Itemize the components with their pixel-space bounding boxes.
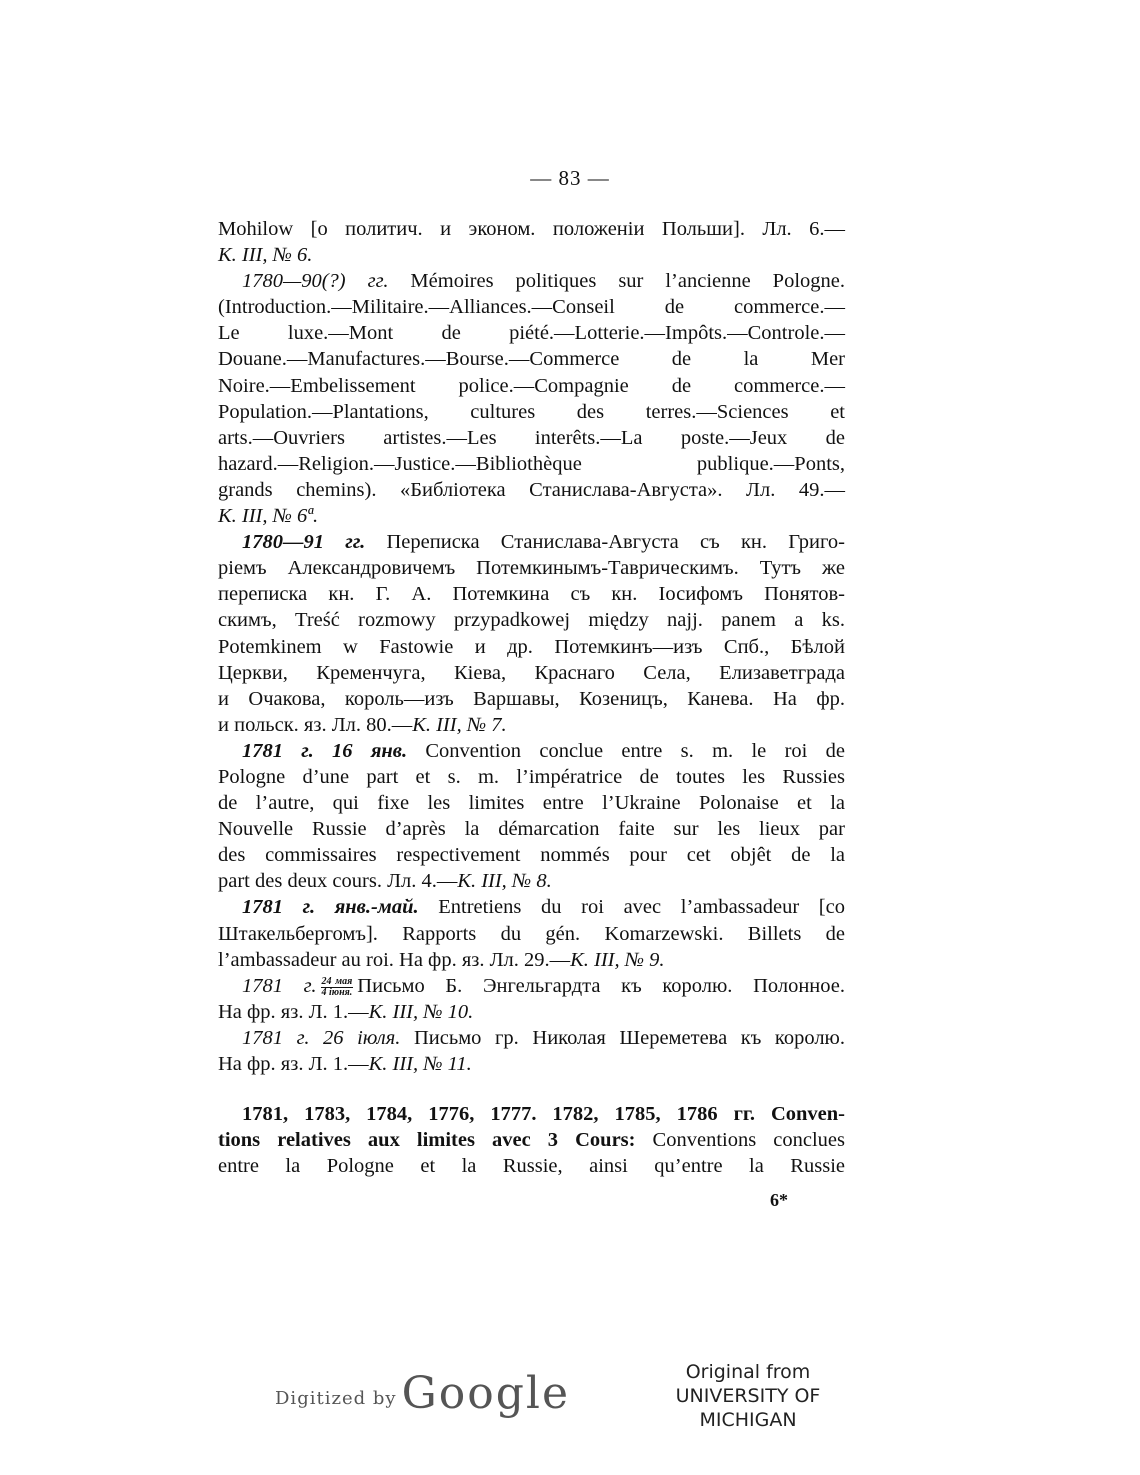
entry-line: [218, 973, 845, 999]
entry-line: [218, 529, 845, 555]
entry-text: Conventions conclues: [635, 1129, 845, 1152]
entry-date: 1781 г. 26 іюля.: [242, 1026, 401, 1049]
text-line: скимъ, Treść rozmowy przypadkowej między najj. panem a ks.: [218, 609, 845, 632]
entry-line: [218, 999, 845, 1025]
entry-date: 1780—91 гг.: [242, 531, 366, 554]
entry-text: l’ambassadeur au roi. На фр. яз. Лл. 29.—: [218, 948, 571, 971]
archive-ref: К. III, № 10.: [368, 1000, 474, 1023]
entry-text: Переписка Станислава-Августа съ кн. Григо-: [365, 531, 846, 554]
text-line: Церкви, Кременчуга, Кіева, Краснаго Села, Елизаветграда: [218, 661, 845, 684]
entry-text: Entretiens du roi avec l’ambassadeur [со: [418, 896, 845, 919]
entry-text: Письмо Б. Энгельгардта къ королю. Полонное.: [357, 974, 845, 997]
entry-date: 1781 г.: [242, 974, 317, 997]
text-line: К. III, № 6ª.: [218, 505, 319, 528]
entry-text: Письмо гр. Николая Шереметева къ королю.: [400, 1026, 845, 1049]
fraction-numerator: 24 мая: [321, 975, 353, 987]
text-line: Le luxe.—Mont de piété.—Lotterie.—Impôts.—Controle.—: [218, 322, 845, 345]
entry-text: На фр. яз. Л. 1.—: [218, 1053, 369, 1075]
digitized-label: Digitized by: [275, 1388, 397, 1409]
entry-text: На фр. яз. Л. 1.—: [218, 1000, 369, 1023]
text-line: Штакельбергомъ]. Rapports du gén. Komarzewski. Billets de: [218, 922, 845, 945]
entry-line: [218, 268, 845, 294]
signature-mark: 6*: [770, 1190, 788, 1210]
entry-date: 1780—90(?) гг.: [242, 270, 389, 293]
text-line: Noire.—Embelissement police.—Compagnie de commerce.—: [218, 374, 845, 397]
text-line: Douane.—Manufactures.—Bourse.—Commerce de la Mer: [218, 348, 845, 371]
text-line: ріемъ Александровичемъ Потемкинымъ-Таврическимъ. Тутъ же: [218, 557, 845, 580]
text-line: К. III, № 6.: [218, 244, 313, 267]
section-gap: [218, 1077, 845, 1101]
section-heading-line: 1781, 1783, 1784, 1776, 1777. 1782, 1785, 1786 гг. Conven-: [242, 1103, 845, 1126]
entry-line: [218, 1127, 845, 1153]
entry-date: 1781 г. 16 янв.: [242, 739, 408, 762]
text-line: entre la Pologne et la Russie, ainsi qu’entre la Russie: [218, 1155, 845, 1178]
archive-ref: К. III, № 7.: [412, 713, 507, 736]
entry-line: [218, 868, 845, 894]
date-fraction: [321, 977, 354, 998]
entry-line: [218, 1051, 845, 1077]
entry-text: и польск. яз. Лл. 80.—: [218, 713, 413, 736]
text-line: и Очакова, король—изъ Варшавы, Козеницъ, Канева. На фр.: [218, 687, 845, 710]
fraction-denominator: 4 іюня.: [321, 986, 353, 998]
text-line: (Introduction.—Militaire.—Alliances.—Conseil de commerce.—: [218, 296, 845, 319]
entry-text: part des deux cours. Лл. 4.—: [218, 870, 458, 893]
original-from-notice: [628, 1360, 868, 1432]
entry-line: [218, 1025, 845, 1051]
text-line: de l’autre, qui fixe les limites entre l’Ukraine Polonaise et la: [218, 792, 845, 815]
page-number: — 83 —: [530, 166, 610, 190]
institution-name: UNIVERSITY OF MICHIGAN: [675, 1385, 821, 1431]
google-logo: Google: [401, 1368, 571, 1419]
archive-ref: К. III, № 11.: [368, 1053, 472, 1075]
original-from-label: Original from: [685, 1361, 811, 1383]
text-line: des commissaires respectivement nommés pour cet objêt de la: [218, 844, 845, 867]
text-line: Nouvelle Russie d’après la démarcation faite sur les lieux par: [218, 818, 845, 841]
text-line: Population.—Plantations, cultures des terres.—Sciences et: [218, 400, 845, 423]
digitized-by-google: [275, 1368, 570, 1419]
entry-line: [218, 738, 845, 764]
text-line: Mohilow [о политич. и эконом. положеніи Польши]. Лл. 6.—: [218, 218, 845, 240]
text-line: grands chemins). «Библіотека Станислава-Августа». Лл. 49.—: [218, 478, 845, 501]
entry-line: [218, 894, 845, 920]
entry-text: Mémoires politiques sur l’ancienne Pologne.: [388, 270, 846, 293]
entry-date: 1781 г. янв.-май.: [242, 896, 419, 919]
entry-line: [218, 712, 845, 738]
section-heading: tions relatives aux limites avec 3 Cours:: [218, 1129, 636, 1152]
text-line: hazard.—Religion.—Justice.—Bibliothèque publique.—Ponts,: [218, 452, 845, 475]
entry-text: Convention conclue entre s. m. le roi de: [407, 739, 845, 762]
document-body: [218, 216, 845, 1179]
archive-ref: К. III, № 8.: [457, 870, 552, 893]
text-line: Potemkinem w Fastowie и др. Потемкинъ—изъ Спб., Бѣлой: [218, 635, 845, 658]
text-line: переписка кн. Г. А. Потемкина съ кн. Іосифомъ Понятов-: [218, 583, 845, 606]
text-line: arts.—Ouvriers artistes.—Les interêts.—La poste.—Jeux de: [218, 426, 845, 449]
entry-line: [218, 947, 845, 973]
archive-ref: К. III, № 9.: [570, 948, 665, 971]
text-line: Pologne d’une part et s. m. l’impératrice de toutes les Russies: [218, 765, 845, 788]
